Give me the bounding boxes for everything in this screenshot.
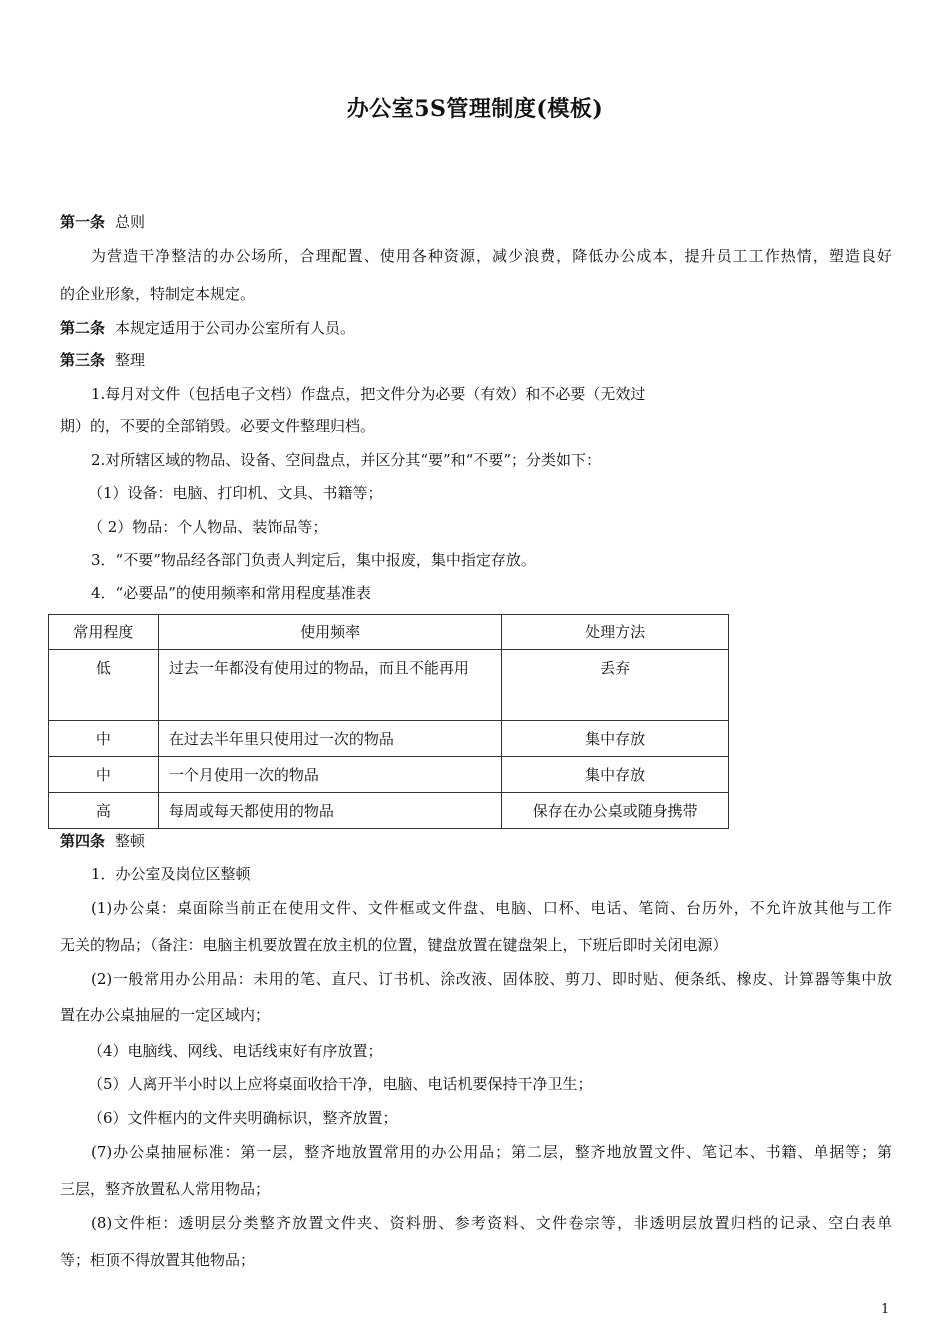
table-cell-level: 中 (49, 757, 159, 793)
table-cell-frequency: 一个月使用一次的物品 (158, 757, 501, 793)
article-4-para-6: （6）文件框内的文件夹明确标识，整齐放置； (88, 1109, 398, 1127)
article-1-line-1: 为营造干净整洁的办公场所，合理配置、使用各种资源，减少浪费，降低办公成本，提升员工工作热情，塑造良好 (91, 247, 892, 265)
article-3-item-2: 2.对所辖区域的物品、设备、空间盘点，并区分其“要”和“不要”；分类如下： (91, 451, 601, 469)
article-4-para-7-line-1: (7)办公桌抽屉标准：第一层，整齐地放置常用的办公用品；第二层，整齐地放置文件、笔记本、书籍、单据等；第 (91, 1143, 892, 1161)
article-3-item-3: 3．“不要”物品经各部门负责人判定后，集中报废，集中指定存放。 (91, 551, 536, 569)
article-4-para-1-line-1: (1)办公桌：桌面除当前正在使用文件、文件框或文件盘、电脑、口杯、电话、笔筒、台历外，不允许放其他与工作 (91, 899, 892, 917)
article-2 (60, 317, 355, 339)
article-3-item-2b: （ 2）物品：个人物品、装饰品等； (88, 518, 328, 536)
article-1-heading (60, 211, 145, 233)
article-3-heading (60, 349, 145, 371)
article-4-para-5: （5）人离开半小时以上应将桌面收拾干净，电脑、电话机要保持干净卫生； (88, 1075, 593, 1093)
frequency-table (48, 614, 729, 829)
table-cell-level: 高 (49, 793, 159, 829)
article-3-label: 第三条 (60, 351, 106, 369)
article-3-item-4: 4．“必要品”的使用频率和常用程度基准表 (91, 584, 371, 602)
document-title: 办公室5S管理制度(模板) (346, 96, 604, 122)
article-3-item-1-line-2: 期）的，不要的全部销毁。必要文件整理归档。 (60, 417, 376, 435)
article-4-heading (60, 830, 145, 852)
table-cell-method: 集中存放 (502, 757, 729, 793)
article-4-label: 第四条 (60, 832, 106, 850)
table-row (49, 757, 729, 793)
table-cell-method: 保存在办公桌或随身携带 (502, 793, 729, 829)
table-cell-frequency: 过去一年都没有使用过的物品，而且不能再用 (158, 650, 501, 721)
article-1-paragraph (60, 245, 892, 267)
article-4-para-2 (60, 968, 892, 990)
article-1-line-2: 的企业形象，特制定本规定。 (60, 285, 256, 303)
table-cell-method: 集中存放 (502, 721, 729, 757)
article-2-label: 第二条 (60, 319, 106, 337)
article-4-para-2-line-1: (2)一般常用办公用品：未用的笔、直尺、订书机、涂改液、固体胶、剪刀、即时贴、便条纸、橡皮、计算器等集中放 (91, 970, 892, 988)
article-4-para-8-line-2: 等；柜顶不得放置其他物品； (60, 1251, 256, 1269)
article-1-label: 第一条 (60, 213, 106, 231)
table-cell-method: 丢弃 (502, 650, 729, 721)
table-cell-level: 低 (49, 650, 159, 721)
article-4-para-8 (60, 1212, 892, 1234)
article-1-title: 总则 (115, 213, 146, 231)
table-row (49, 721, 729, 757)
article-4-para-7 (60, 1141, 892, 1163)
table-row (49, 650, 729, 721)
page-number: 1 (881, 1302, 890, 1317)
table-header-row (49, 615, 729, 650)
article-4-para-2-line-2: 置在办公桌抽屉的一定区域内； (60, 1006, 271, 1024)
table-header-level: 常用程度 (49, 615, 159, 650)
article-4-section-1: 1．办公室及岗位区整顿 (91, 865, 251, 883)
article-4-para-1-line-2: 无关的物品；（备注：电脑主机要放置在放主机的位置，键盘放置在键盘架上，下班后即时关闭电源） (60, 936, 728, 954)
article-4-para-4: （4）电脑线、网线、电话线束好有序放置； (88, 1042, 383, 1060)
article-4-para-1 (60, 897, 892, 919)
table-cell-frequency: 在过去半年里只使用过一次的物品 (158, 721, 501, 757)
article-3-item-1-line-1: 1.每月对文件（包括电子文档）作盘点，把文件分为必要（有效）和不必要（无效过 (91, 385, 646, 403)
article-3-title: 整理 (115, 351, 146, 369)
article-4-para-7-line-2: 三层，整齐放置私人常用物品； (60, 1180, 271, 1198)
article-3-item-2a: （1）设备：电脑、打印机、文具、书籍等； (88, 484, 383, 502)
table-row (49, 793, 729, 829)
table-cell-frequency: 每周或每天都使用的物品 (158, 793, 501, 829)
article-4-para-8-line-1: (8)文件柜：透明层分类整齐放置文件夹、资料册、参考资料、文件卷宗等，非透明层放置归档的记录、空白表单 (91, 1214, 892, 1232)
table-header-frequency: 使用频率 (158, 615, 501, 650)
article-2-text: 本规定适用于公司办公室所有人员。 (115, 319, 356, 337)
article-4-title: 整顿 (115, 832, 146, 850)
table-cell-level: 中 (49, 721, 159, 757)
table-header-method: 处理方法 (502, 615, 729, 650)
